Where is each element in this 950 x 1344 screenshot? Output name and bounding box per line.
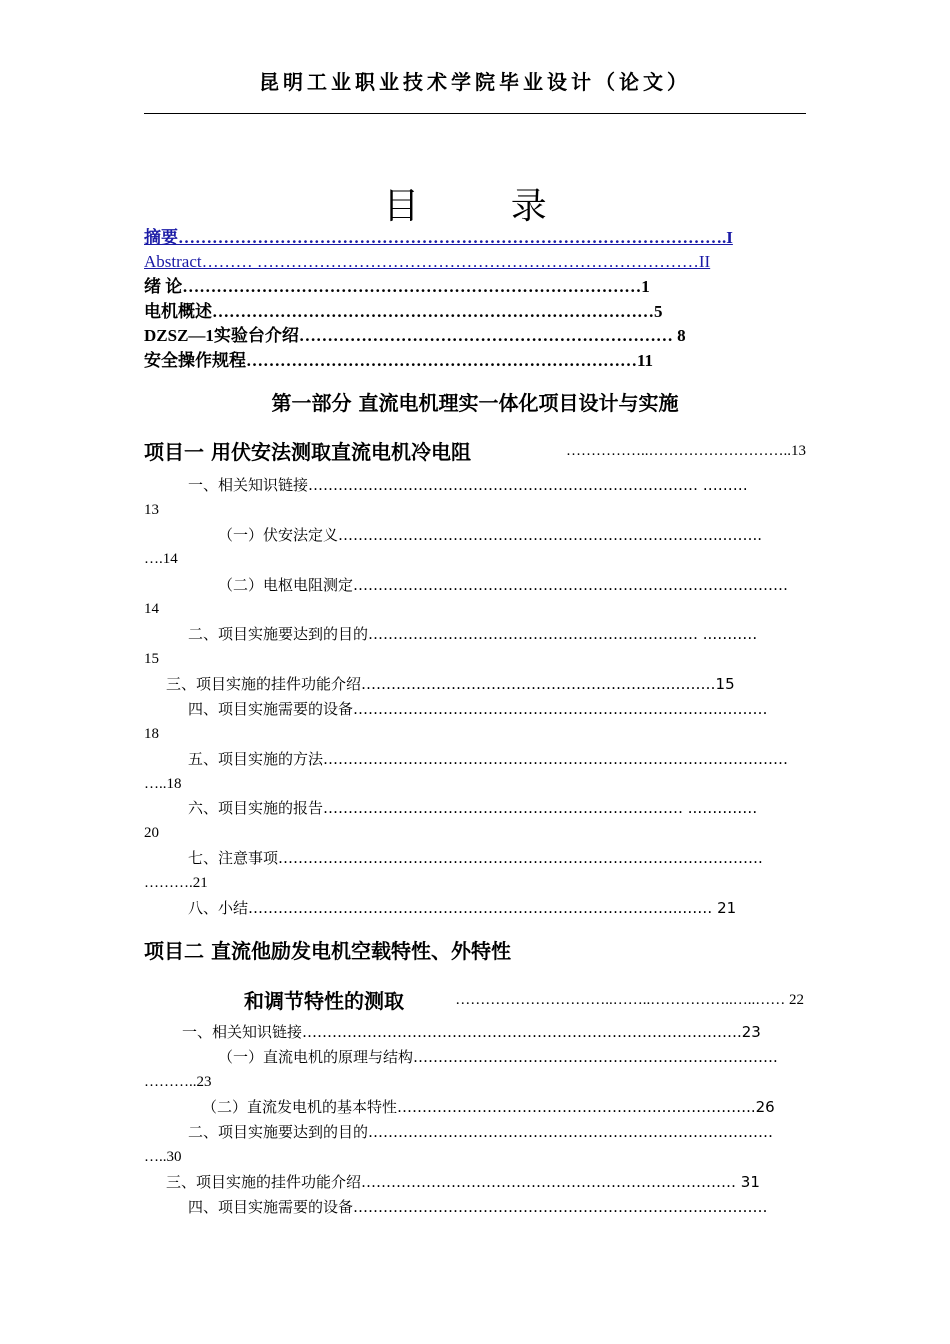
toc-item: （二）电枢电阻测定…………………………………………………………………………… xyxy=(218,576,789,594)
toc-item: 三、项目实施的挂件功能介绍………………………………………………………………… 31 xyxy=(166,1173,760,1191)
page-header: 昆明工业职业技术学院毕业设计（论文） xyxy=(259,70,691,94)
toc-item: （一）伏安法定义…………………………………………………………………..…….. xyxy=(218,526,763,544)
toc-project-two-page: …………………………..……..……………..…..…… 22 xyxy=(455,992,804,1008)
toc-title: 目 录 xyxy=(383,186,587,227)
toc-item-page: …..18 xyxy=(144,776,182,792)
toc-project-one-title: 项目一 用伏安法测取直流电机冷电阻 xyxy=(144,440,471,464)
toc-project-two-title: 项目二 直流他励发电机空载特性、外特性 xyxy=(144,939,511,963)
toc-item-page: …..30 xyxy=(144,1149,182,1165)
toc-item: 七、注意事项……………………………………………………………………………………. xyxy=(188,849,763,867)
toc-item: 二、项目实施要达到的目的………………………………………………………… ..……… xyxy=(188,625,758,643)
toc-entry-safety-rules: 安全操作规程……………………………………………………………11 xyxy=(144,351,654,370)
toc-item: （二）直流发电机的基本特性……………………………………………..…..…………..26 xyxy=(202,1098,775,1116)
toc-item-page: ……….21 xyxy=(144,875,208,891)
toc-item: 六、项目实施的报告……………………………………………………………… ..………… xyxy=(188,799,758,817)
toc-item: 四、项目实施需要的设备……………………………………………………………..………… xyxy=(188,1198,768,1216)
toc-item-page: 14 xyxy=(144,601,159,617)
toc-project-one-page: ……………..………………………..13 xyxy=(566,443,806,459)
toc-project-two-title-cont: 和调节特性的测取 xyxy=(244,989,404,1013)
toc-entry-introduction: 绪 论………………………………………………………………………1 xyxy=(144,277,650,296)
toc-item-page: ….14 xyxy=(144,551,178,567)
toc-item: （一）直流电机的原理与结构………………………………………………………………. xyxy=(218,1048,778,1066)
toc-item: 一、相关知识链接…………………………………………………………………… ……… xyxy=(188,476,748,494)
toc-entry-motor-overview: 电机概述……………………………………………………………………5 xyxy=(144,302,663,321)
toc-item: 八、小结…………………………………………………………………………...…… 21 xyxy=(188,899,737,917)
toc-item-page: 18 xyxy=(144,726,159,742)
toc-item-page: 15 xyxy=(144,651,159,667)
header-divider xyxy=(144,113,806,114)
toc-entry-abstract-en[interactable]: Abstract……… ……………………………………………………………………II xyxy=(144,252,711,271)
toc-item-page: 13 xyxy=(144,502,159,518)
toc-item: 五、项目实施的方法………………………………………………………………………………… xyxy=(188,750,789,768)
toc-item: 三、项目实施的挂件功能介绍……………………………………………………..………15 xyxy=(166,675,735,693)
toc-item: 四、项目实施需要的设备………………………………………………………………..……… xyxy=(188,700,768,718)
toc-item-page: 20 xyxy=(144,825,159,841)
toc-item: 一、相关知识链接…………………………………………………………………………….23 xyxy=(182,1023,761,1041)
toc-item: 二、项目实施要达到的目的……………………………………………………………………… xyxy=(188,1123,774,1141)
toc-entry-abstract-cn[interactable]: 摘要…………………………………………………………………………………….I xyxy=(144,228,733,247)
toc-part-one-heading: 第一部分 直流电机理实一体化项目设计与实施 xyxy=(271,391,679,415)
toc-entry-test-bench: DZSZ—1实验台介绍………………………………………………………… 8 xyxy=(144,326,686,345)
toc-item-page: ………..23 xyxy=(144,1074,212,1090)
